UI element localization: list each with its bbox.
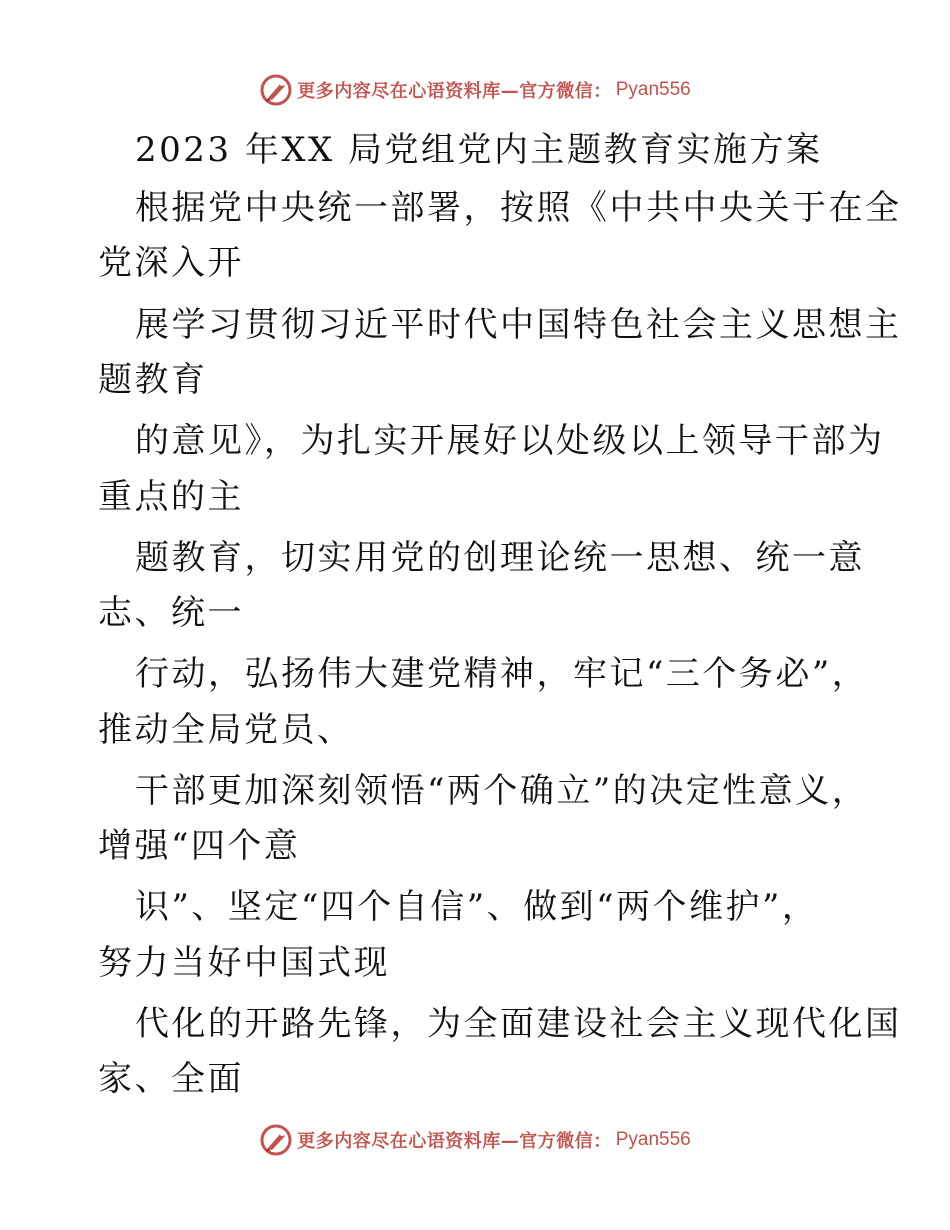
watermark-text: 更多内容尽在心语资料库—官方微信： [297, 81, 612, 102]
paragraph-line: 的意见》，为扎实开展好以处级以上领导干部为 [135, 421, 885, 461]
paragraph-line: 党深入开 [98, 243, 244, 283]
footer-watermark [0, 1120, 950, 1160]
header-watermark [0, 70, 950, 110]
paragraph-line: 展学习贯彻习近平时代中国特色社会主义思想主 [135, 305, 902, 345]
paragraph-line: 识”、坚定“四个自信”、做到“两个维护”， [135, 887, 819, 927]
paragraph-line: 干部更加深刻领悟“两个确立”的决定性意义， [135, 771, 869, 811]
watermark-text: 更多内容尽在心语资料库—官方微信： [297, 1131, 612, 1152]
watermark-contact: Pyan556 [615, 79, 691, 100]
paragraph-line: 努力当好中国式现 [98, 943, 390, 983]
watermark-contact: Pyan556 [615, 1129, 691, 1150]
pen-logo-icon [259, 73, 293, 107]
paragraph-line: 题教育，切实用党的创理论统一思想、统一意 [135, 538, 865, 578]
paragraph-line: 推动全局党员、 [98, 710, 354, 750]
paragraph-line: 重点的主 [98, 477, 244, 517]
paragraph-line: 根据党中央统一部署，按照《中共中央关于在全 [135, 188, 902, 228]
paragraph-line: 志、统一 [98, 593, 244, 633]
paragraph-line: 增强“四个意 [98, 826, 301, 866]
paragraph-line: 题教育 [98, 360, 208, 400]
pen-logo-icon [259, 1123, 293, 1157]
document-title: 2023 年XX 局党组党内主题教育实施方案 [135, 130, 823, 170]
paragraph-line: 家、全面 [98, 1059, 244, 1099]
paragraph-line: 代化的开路先锋，为全面建设社会主义现代化国 [135, 1004, 902, 1044]
paragraph-line: 行动，弘扬伟大建党精神，牢记“三个务必”， [135, 654, 869, 694]
